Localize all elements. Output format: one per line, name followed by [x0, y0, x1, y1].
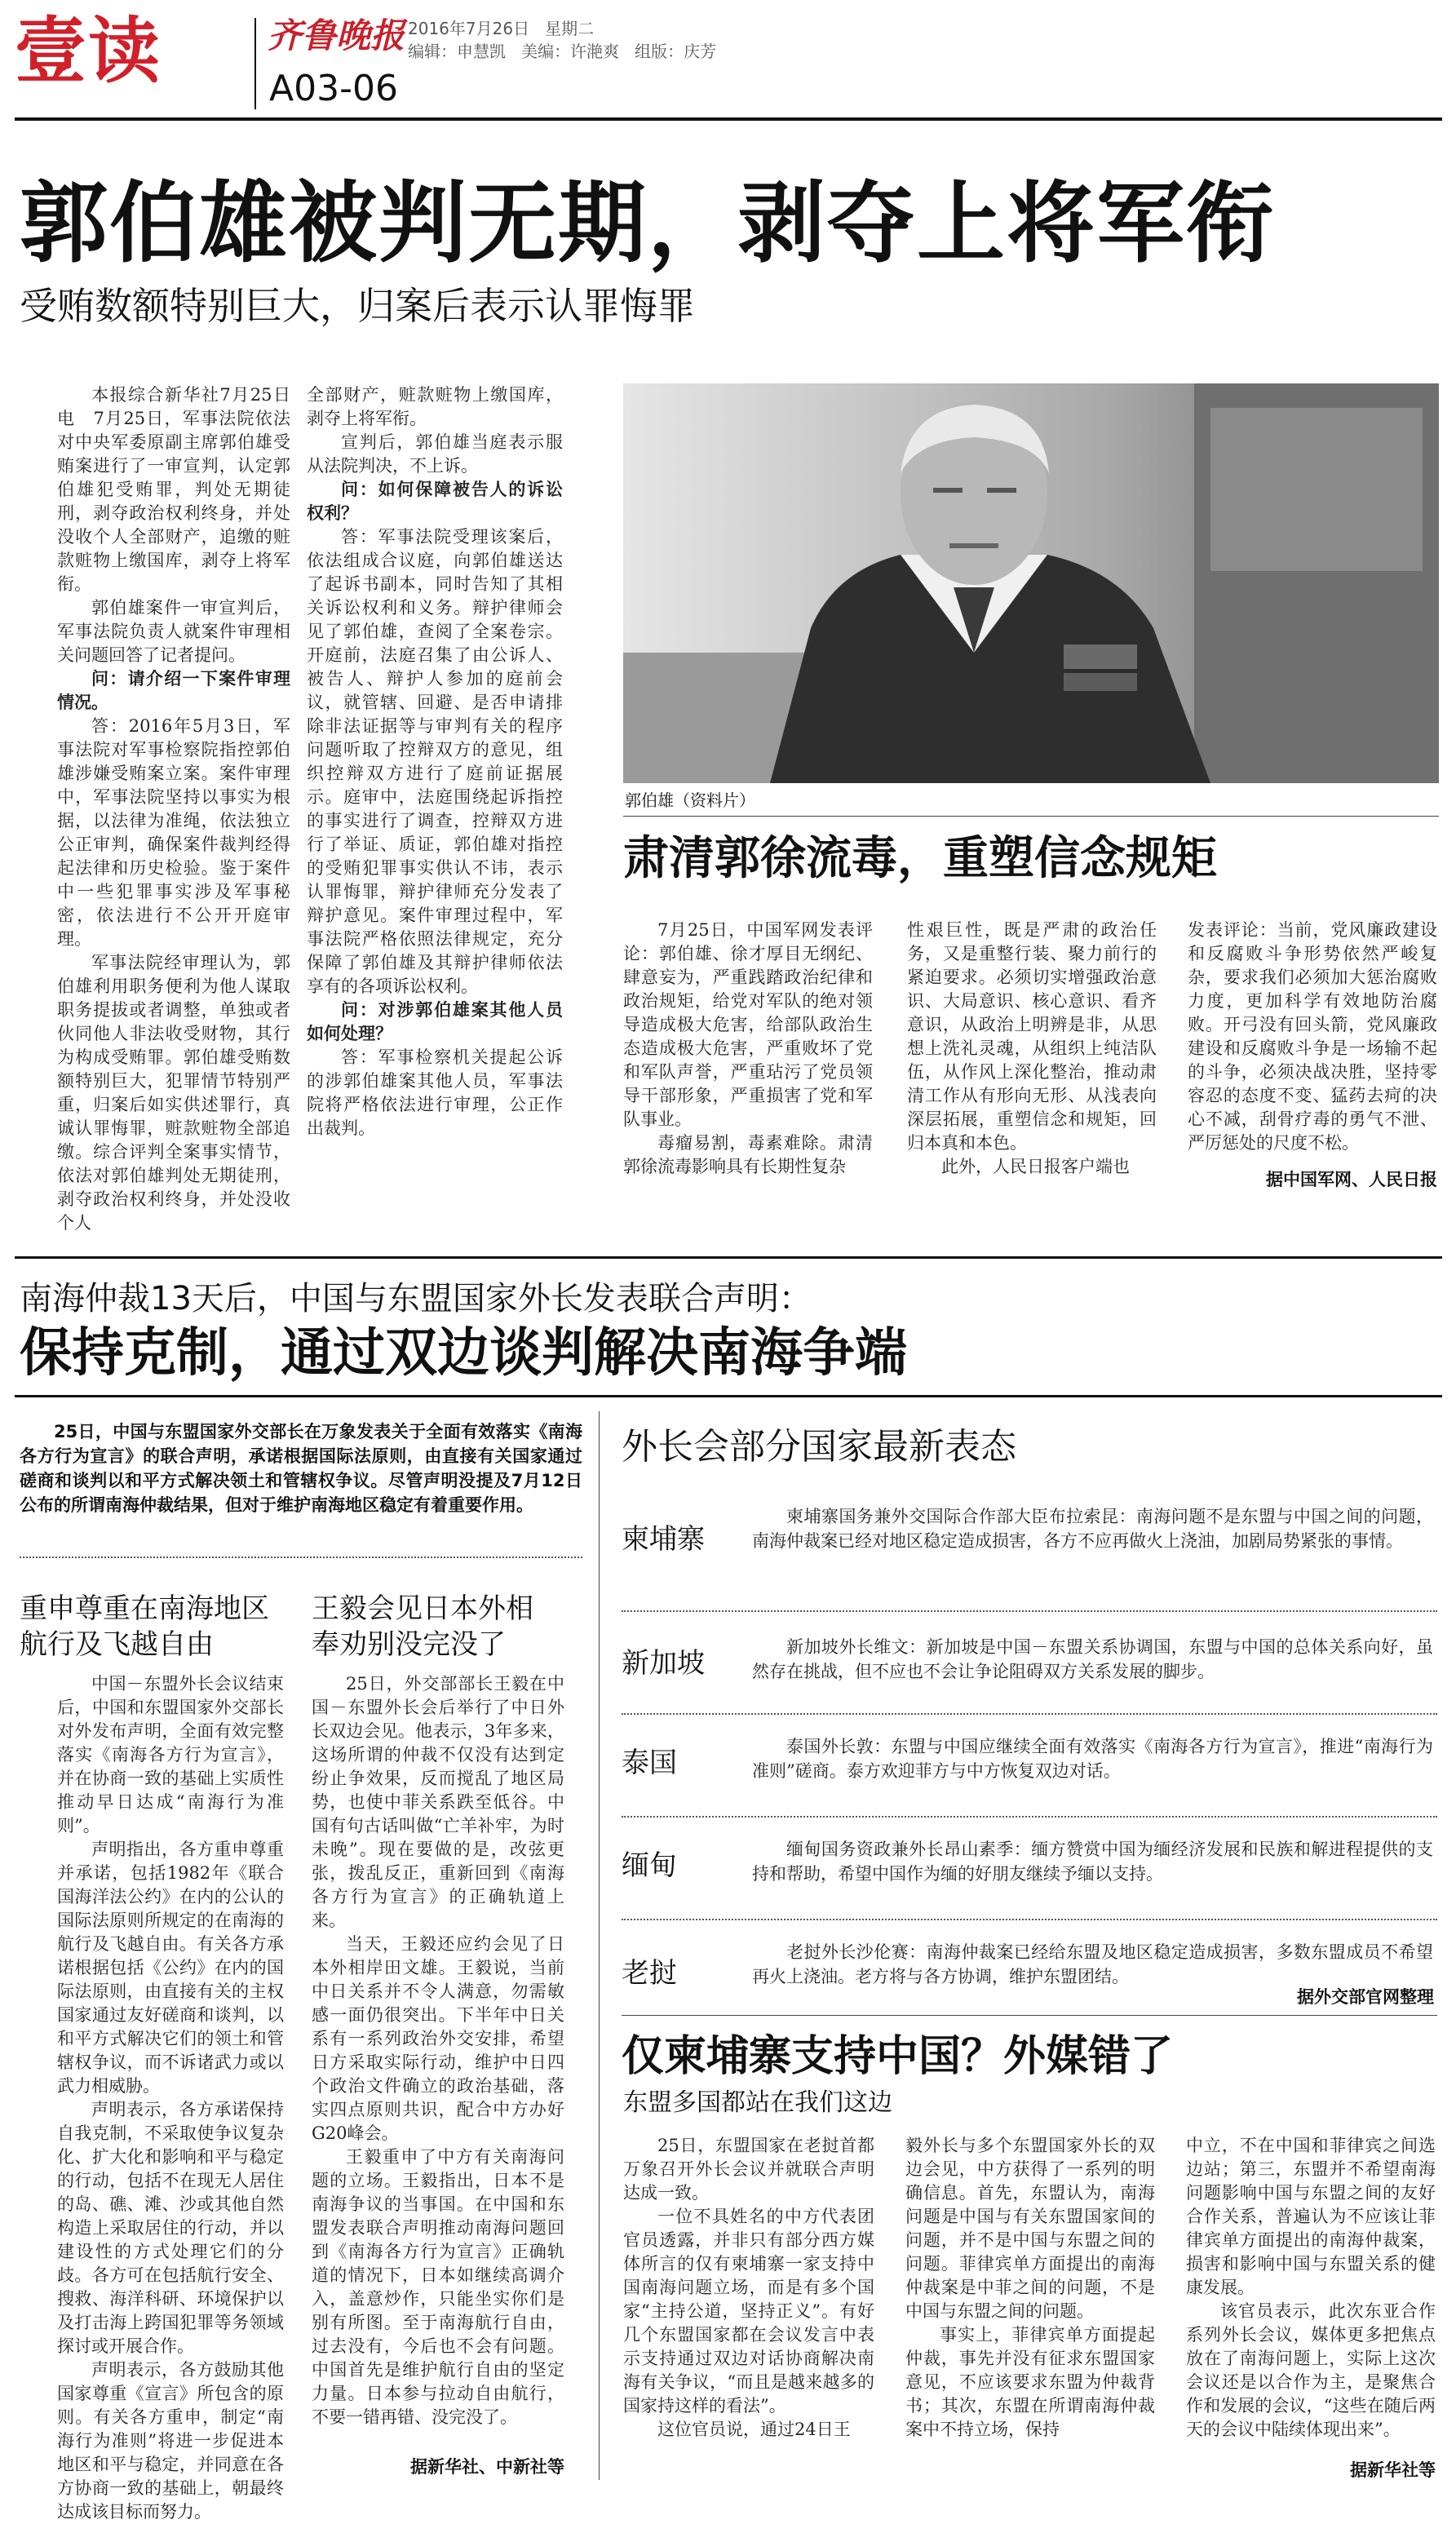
- commentary-column-3: [1188, 919, 1437, 1163]
- media-paragraph: 一位不具姓名的中方代表团官员透露，并非只有部分西方媒体所言的仅有柬埔寨一家支持中国南海问题立场，而是有多个国家“主持公道，坚持正义”。有好几个东盟国家都在会议发言中表示支持通过双边对话协商解决南海有关争议，“而且是越来越多的国家持这样的看法”。: [623, 2207, 874, 2416]
- fm-divider: [622, 1713, 1437, 1715]
- story2-paragraph: 当天，王毅还应约会见了日本外相岸田文雄。王毅说，当前中日关系并不令人满意，勿需敏感一面仍很突出。下半年中日关系有一系列政治外交安排，希望日方采取实际行动，维护中日四个政治文件确立的政治基础，落实四点原则共识，配合中方办好G20峰会。: [312, 1934, 564, 2143]
- lead-column-1: [57, 383, 290, 1248]
- media-column-1: [623, 2134, 874, 2477]
- fm-country: 老挝: [622, 1957, 677, 1990]
- scs-rule: [15, 1395, 1442, 1397]
- fm-country: 缅甸: [622, 1849, 677, 1882]
- story1-body: [57, 1672, 284, 2522]
- issue-weekday: 星期二: [545, 19, 595, 38]
- story2-headline: 王毅会见日本外相奉劝别没完没了: [312, 1592, 533, 1661]
- story2-source: 据新华社、中新社等: [410, 2457, 564, 2477]
- fm-text: 柬埔寨国务兼外交国际合作部大臣布拉索昆：南海问题不是东盟与中国之间的问题，南海仲裁案已经对地区稳定造成损害，各方不应再做火上浇油，加剧局势紧张的事情。: [752, 1507, 1433, 1551]
- fm-divider: [622, 1610, 1437, 1612]
- photo-caption: 郭伯雄（资料片）: [625, 790, 755, 810]
- media-subhead: 东盟多国都站在我们这边: [623, 2088, 892, 2117]
- section-divider: [15, 1256, 1442, 1259]
- paper-logo: 齐鲁晚报: [268, 15, 405, 55]
- fm-text: 缅甸国务资政兼外长昂山素季：缅方赞赏中国为缅经济发展和民族和解进程提供的支持和帮助，希望中国作为缅的好朋友继续予缅以支持。: [752, 1840, 1433, 1884]
- fm-country: 柬埔寨: [622, 1523, 705, 1556]
- fm-divider: [622, 1816, 1437, 1818]
- photo-caption-rule: [623, 816, 1439, 817]
- story1-paragraph: 声明指出，各方重申尊重并承诺，包括1982年《联合国海洋法公约》在内的公认的国际法原则所规定的在南海的航行及飞越自由。有关各方承诺根据包括《公约》在内的国际法原则，由直接有关的主权国家通过友好磋商和谈判，以和平方式解决它们的领土和管辖权争议，而不诉诸武力或以武力相威胁。: [57, 1840, 284, 2096]
- story1-paragraph: 声明表示，各方鼓励其他国家尊重《宣言》所包含的原则。有关各方重申，制定“南海行为准则”将进一步促进本地区和平与稳定，并同意在各方协商一致的基础上，朝最终达成该目标而努力。: [57, 2360, 284, 2522]
- lead-paragraph: 宣判后，郭伯雄当庭表示服从法院判决，不上诉。: [307, 432, 563, 476]
- scs-intro-rule: [20, 1556, 582, 1558]
- media-paragraph: 该官员表示，此次东亚合作系列外长会议，媒体更多把焦点放在了南海问题上，实际上这次会议还是以合作为主，是聚焦合作和发展的会议，“这些在随后两天的会议中陆续体现出来”。: [1186, 2301, 1436, 2439]
- lead-subhead: 受贿数额特别巨大，归案后表示认罪悔罪: [20, 284, 695, 328]
- fm-item-singapore: [622, 1614, 1437, 1711]
- lead-photo: [623, 383, 1439, 783]
- media-column-2: [905, 2134, 1155, 2477]
- fm-headline: 外长会部分国家最新表态: [622, 1426, 1016, 1468]
- fm-divider: [622, 1919, 1437, 1920]
- lead-paragraph: 答：军事法院受理该案后，依法组成合议庭，向郭伯雄送达了起诉书副本，同时告知了其相关诉讼权利和义务。辩护律师会见了郭伯雄，查阅了全案卷宗。开庭前，法庭召集了由公诉人、被告人、辩护人参加的庭前会议，就管辖、回避、是否申请排除非法证据等与审判有关的程序问题听取了控辩双方的意见，组织控辩双方进行了庭前证据展示。庭审中，法庭围绕起诉指控的事实进行了调查，控辩双方进行了举证、质证，郭伯雄对指控的受贿犯罪事实供认不讳，表示认罪悔罪，辩护律师充分发表了辩护意见。案件审理过程中，军事法院严格依照法律规定，充分保障了郭伯雄及其辩护律师依法享有的各项诉讼权利。: [307, 527, 563, 996]
- media-column-3: [1186, 2134, 1436, 2457]
- story2-paragraph: 25日，外交部部长王毅在中国－东盟外长会后举行了中日外长双边会见。他表示，3年多来，这场所谓的仲裁不仅没有达到定纷止争效果，反而搅乱了地区局势，也使中菲关系跌至低谷。中国有句古话叫做“亡羊补牢，为时未晚”。现在要做的是，改弦更张，拨乱反正，重新回到《南海各方行为宣言》的正确轨道上来。: [312, 1674, 564, 1930]
- lead-paragraph: 答：军事检察机关提起公诉的涉郭伯雄案其他人员，军事法院将严格依法进行审理，公正作出裁判。: [307, 1047, 563, 1138]
- lead-paragraph: 答：2016年5月3日，军事法院对军事检察院指控郭伯雄涉嫌受贿案立案。案件审理中，军事法院坚持以事实为根据，以法律为准绳，依法独立公正审判，确保案件裁判经得起法律和历史检验。鉴于案件中一些犯罪事实涉及军事秘密，依法进行不公开开庭审理。: [57, 716, 290, 949]
- section-title: 壹读: [15, 9, 162, 93]
- story1-paragraph: 声明表示，各方承诺保持自我克制，不采取使争议复杂化、扩大化和影响和平与稳定的行动，包括不在现无人居住的岛、礁、滩、沙或其他自然构造上采取居住的行动，并以建设性的方式处理它们的分歧。各方可在包括航行安全、搜救、海洋科研、环境保护以及打击海上跨国犯罪等务领域探讨或开展合作。: [57, 2100, 284, 2356]
- commentary-paragraph: 7月25日，中国军网发表评论：郭伯雄、徐才厚目无纲纪、肆意妄为，严重践踏政治纪律和政治规矩，给党对军队的绝对领导造成极大危害，给部队政治生态造成极大危害，严重败坏了党和军队声誉，严重玷污了党员领导干部形象，严重损害了党和军队事业。: [623, 920, 873, 1129]
- commentary-paragraph: 毒瘤易割，毒素难除。肃清郭徐流毒影响具有长期性复杂: [623, 1133, 873, 1176]
- commentary-column-1: [623, 919, 873, 1196]
- commentary-paragraph: 性艰巨性，既是严肃的政治任务，又是重整行装、聚力前行的紧迫要求。必须切实增强政治意识、大局意识、核心意识、看齐意识，从政治上明辨是非，从思想上洗礼灵魂，从组织上纯洁队伍，从作风上深化整治，推动肃清工作从有形向无形、从浅表向深层拓展，重塑信念和规矩，回归本真和本色。: [907, 920, 1157, 1153]
- lead-paragraph: 全部财产，赃款赃物上缴国库，剥夺上将军衔。: [307, 385, 563, 428]
- fm-text: 泰国外长敦：东盟与中国应继续全面有效落实《南海各方行为宣言》，推进“南海行为准则”磋商。泰方欢迎菲方与中方恢复双边对话。: [752, 1737, 1433, 1781]
- lead-paragraph: 本报综合新华社7月25日电 7月25日，军事法院依法对中央军委原副主席郭伯雄受贿案进行了一审宣判，认定郭伯雄犯受贿罪，判处无期徒刑，剥夺政治权利终身，并处没收个人全部财产，追缴的赃款赃物上缴国库，剥夺上将军衔。: [57, 385, 290, 594]
- media-source: 据新华社等: [1350, 2460, 1436, 2480]
- fm-bottom-rule: [622, 2015, 1437, 2016]
- story2-body: [312, 1672, 564, 2447]
- fm-text: 新加坡外长维文：新加坡是中国－东盟关系协调国，东盟与中国的总体关系向好，虽然存在挑战，但不应也不会让争论阻碍双方关系发展的脚步。: [752, 1637, 1433, 1681]
- story1-paragraph: 中国－东盟外长会议结束后，中国和东盟国家外交部长对外发布声明，全面有效完整落实《南海各方行为宣言》，并在协商一致的基础上实质性推动早日达成“南海行为准则”。: [57, 1674, 284, 1835]
- lead-column-2: [307, 383, 563, 1248]
- commentary-headline: 肃清郭徐流毒，重塑信念规矩: [623, 832, 1217, 885]
- lead-paragraph: 军事法院经审理认为，郭伯雄利用职务便利为他人谋取职务提拔或者调整，单独或者伙同他人非法收受财物，其行为构成受贿罪。郭伯雄受贿数额特别巨大，犯罪情节特别严重，归案后如实供述罪行，真诚认罪悔罪，赃款赃物全部追缴。综合评判全案事实情节，依法对郭伯雄判处无期徒刑，剥夺政治权利终身，并处没收个人: [57, 953, 290, 1233]
- lead-headline: 郭伯雄被判无期，剥夺上将军衔: [20, 173, 1277, 275]
- lead-question: 问：请介绍一下案件审理情况。: [57, 669, 290, 712]
- commentary-column-2: [907, 919, 1157, 1196]
- commentary-source: 据中国军网、人民日报: [1266, 1170, 1437, 1189]
- masthead-divider: [254, 18, 256, 109]
- fm-item-thailand: [622, 1716, 1437, 1814]
- masthead-date-line: [408, 18, 594, 39]
- scs-headline: 保持克制，通过双边谈判解决南海争端: [20, 1323, 907, 1384]
- media-paragraph: 事实上，菲律宾单方面提起仲裁，事先并没有征求东盟国家意见，不应该要求东盟为仲裁背书；其次，东盟在所谓南海仲裁案中不持立场，保持: [905, 2325, 1155, 2439]
- commentary-paragraph: 发表评论：当前，党风廉政建设和反腐败斗争形势依然严峻复杂，要求我们必须加大惩治腐败力度，更加科学有效地防治腐败。开弓没有回头箭，党风廉政建设和反腐败斗争是一场输不起的斗争，必须决战决胜，坚持零容忍的态度不变、猛药去疴的决心不减，刮骨疗毒的勇气不泄、严厉惩处的尺度不松。: [1188, 920, 1437, 1153]
- scs-kicker: 南海仲裁13天后，中国与东盟国家外长发表联合声明：: [20, 1280, 812, 1317]
- story1-headline: 重申尊重在南海地区航行及飞越自由: [20, 1592, 269, 1661]
- fm-country: 泰国: [622, 1747, 677, 1779]
- fm-source: 据外交部官网整理: [1297, 1987, 1434, 2007]
- layout-credit: 组版：庆芳: [635, 42, 717, 61]
- fm-item-myanmar: [622, 1819, 1437, 1917]
- portrait-illustration: [623, 383, 1439, 783]
- masthead-rule: [15, 117, 1442, 121]
- editor-credit: 编辑：申慧凯: [408, 42, 506, 61]
- media-paragraph: 中立，不在中国和菲律宾之间选边站；第三，东盟并不希望南海问题影响中国与东盟之间的友好合作关系，普遍认为不应该让菲律宾单方面提出的南海仲裁案，损害和影响中国与东盟关系的健康发展。: [1186, 2136, 1436, 2297]
- issue-date: 2016年7月26日: [408, 19, 530, 38]
- media-headline: 仅柬埔寨支持中国？外媒错了: [622, 2032, 1174, 2081]
- page-number: A03-06: [269, 68, 398, 109]
- media-paragraph: 毅外长与多个东盟国家外长的双边会见，中方获得了一系列的明确信息。首先，东盟认为，南海问题是中国与有关东盟国家间的问题，并不是中国与东盟之间的问题。菲律宾单方面提出的南海仲裁案是中菲之间的问题，不是中国与东盟之间的问题。: [905, 2136, 1155, 2321]
- story2-paragraph: 王毅重申了中方有关南海问题的立场。王毅指出，日本不是南海争议的当事国。在中国和东盟发表联合声明推动南海问题回到《南海各方行为宣言》正确轨道的情况下，日本如继续高调介入，盖意炒作，只能坐实你们是别有所图。至于南海航行自由，过去没有，今后也不会有问题。中国首先是维护航行自由的坚定力量。日本参与拉动自由航行，不要一错再错、没完没了。: [312, 2147, 564, 2427]
- masthead-credits: [408, 41, 716, 62]
- scs-intro: 25日，中国与东盟国家外交部长在万象发表关于全面有效落实《南海各方行为宣言》的联合声明，承诺根据国际法原则，由直接有关国家通过磋商和谈判以和平方式解决领土和管辖权争议。尽管声明没提及7月12日公布的所谓南海仲裁结果，但对于维护南海地区稳定有着重要作用。: [20, 1422, 582, 1515]
- lead-question: 问：如何保障被告人的诉讼权利？: [307, 480, 563, 523]
- fm-country: 新加坡: [622, 1647, 705, 1680]
- lead-question: 问：对涉郭伯雄案其他人员如何处理？: [307, 1000, 563, 1043]
- media-paragraph: 这位官员说，通过24日王: [657, 2420, 851, 2439]
- fm-item-cambodia: [622, 1483, 1437, 1614]
- media-paragraph: 25日，东盟国家在老挝首都万象召开外长会议并就联合声明达成一致。: [623, 2136, 874, 2203]
- column-divider: [599, 1411, 600, 2480]
- lead-paragraph: 郭伯雄案件一审宣判后，军事法院负责人就案件审理相关问题回答了记者提问。: [57, 598, 290, 665]
- fm-text: 老挝外长沙伦赛：南海仲裁案已经给东盟及地区稳定造成损害，多数东盟成员不希望再火上浇油。老方将与各方协调，维护东盟团结。: [752, 1942, 1433, 1986]
- commentary-paragraph: 此外，人民日报客户端也: [941, 1157, 1130, 1176]
- art-credit: 美编：许滟爽: [521, 42, 620, 61]
